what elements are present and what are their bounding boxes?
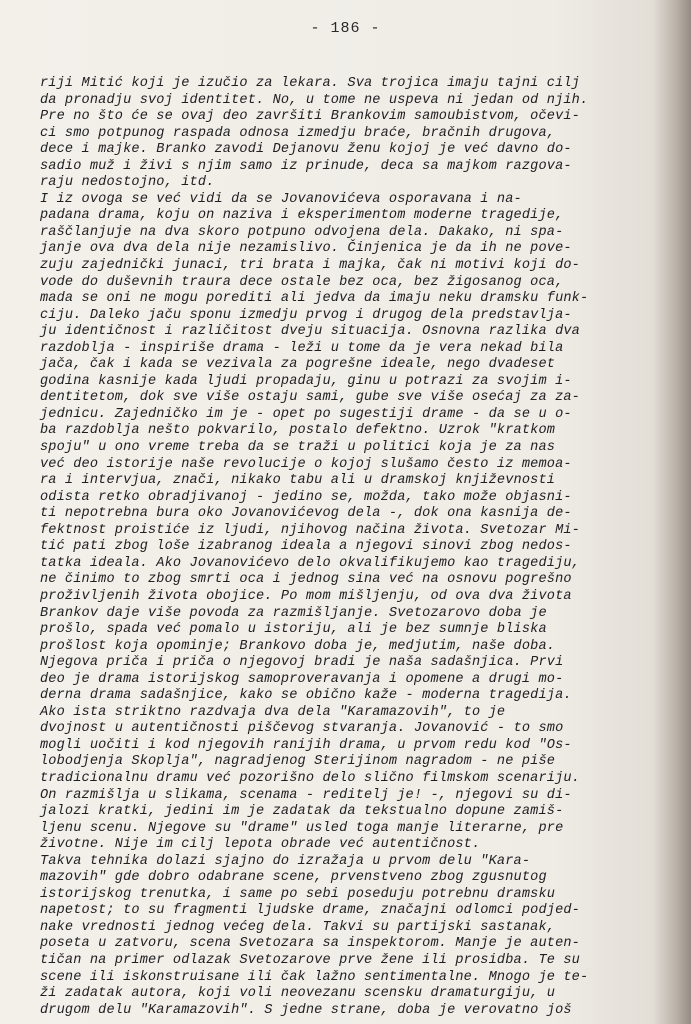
text-line: janje ova dva dela nije nezamislivo. Činjenica je da ih ne pove- <box>40 241 572 257</box>
text-line: tić pati zbog loše izabranog ideala a njegovi sinovi zbog nedos- <box>40 539 572 555</box>
text-line: dece i majke. Branko zavodi Dejanovu ženu kojoj je već davno do- <box>40 142 572 158</box>
text-line: nake vrednosti jednog većeg dela. Takvi su partijski sastanak, <box>40 919 556 935</box>
text-line: jednicu. Zajedničko im je - opet po sugestiji drame - da se u o- <box>40 406 572 422</box>
text-line: zuju zajednički junaci, tri brata i majka, čak ni motivi koji do- <box>40 258 580 274</box>
body-text <box>40 76 660 1019</box>
text-line: prošlost koja opominje; Brankovo doba je, medjutim, naše doba. <box>40 638 556 654</box>
text-line: životne. Nije im cilj lepota obrade već autentičnost. <box>40 837 481 853</box>
text-line: ju identičnost i različitost dveju situacija. Osnovna razlika dva <box>40 324 580 340</box>
text-line: mada se oni ne mogu porediti ali jedva da imaju neku dramsku funk- <box>40 291 589 307</box>
text-line: jača, čak i kada se vezivala za pogrešne ideale, nego dvadeset <box>40 357 556 373</box>
text-line: scene ili iskonstruisane ili čak lažno sentimentalne. Mnogo je te- <box>40 969 589 985</box>
text-line: vode do duševnih traura dece ostale bez oca, bez žigosanog oca, <box>40 274 564 290</box>
text-line: mazovih" gde dobro odabrane scene, prvenstveno zbog zgusnutog <box>40 870 547 886</box>
text-line: poseta u zatvoru, scena Svetozara sa inspektorom. Manje je auten- <box>40 936 580 952</box>
text-line: fektnost proistiće iz ljudi, njihovog načina života. Svetozar Mi- <box>40 522 580 538</box>
text-line: da pronadju svoj identitet. No, u tome ne uspeva ni jedan od njih. <box>40 92 589 108</box>
text-line: Pre no što će se ovaj deo završiti Brankovim samoubistvom, očevi- <box>40 109 580 125</box>
text-line: Ako ista striktno razdvaja dva dela "Karamazovih", to je <box>40 704 506 720</box>
text-line: I iz ovoga se već vidi da se Jovanovićeva osporavana i na- <box>40 191 522 207</box>
text-line: derna drama sadašnjice, kako se obično kaže - moderna tragedija. <box>40 688 572 704</box>
text-line: dentitetom, dok sve više ostaju sami, gube sve više osećaj za za- <box>40 390 580 406</box>
text-line: razdoblja - inspiriše drama - leži u tome da je vera nekad bila <box>40 340 564 356</box>
text-line: ži zadatak autora, koji voli neovezanu scensku dramaturgiju, u <box>40 986 556 1002</box>
text-line: proživljenih života obojice. Po mom mišljenju, od ova dva života <box>40 588 572 604</box>
text-line: padana drama, koju on naziva i eksperimentom moderne tragedije, <box>40 208 564 224</box>
text-line: Takva tehnika dolazi sjajno do izražaja u prvom delu "Kara- <box>40 853 531 869</box>
text-line: drugom delu "Karamazovih". S jedne strane, doba je verovatno još <box>40 1002 572 1018</box>
text-line: On razmišlja u slikama, scenama - reditelj je! -, njegovi su di- <box>40 787 572 803</box>
text-line: godina kasnije kada ljudi propadaju, ginu u potrazi za svojim i- <box>40 373 572 389</box>
text-line: prošlo, spada već pomalo u istoriju, ali je bez sumnje bliska <box>40 622 547 638</box>
text-line: već deo istorije naše revolucije o kojoj slušamo često iz memoa- <box>40 456 572 472</box>
text-line: deo je drama istorijskog samoproveravanja i opomene a drugi mo- <box>40 671 564 687</box>
text-line: raju nedostojno, itd. <box>40 175 215 191</box>
text-line: ljenu scenu. Njegove su "drame" usled toga manje literarne, pre <box>40 820 564 836</box>
text-line: ci smo potpunog raspada odnosa izmedju braće, bračnih drugova, <box>40 125 556 141</box>
text-line: ne činimo to zbog smrti oca i jednog sina već na osnovu pogrešno <box>40 572 572 588</box>
text-line: tičan na primer odlazak Svetozarove prve žene ili prosidba. Te su <box>40 952 580 968</box>
text-line: raščlanjuje na dva skoro potpuno odvojena dela. Dakako, ni spa- <box>40 224 564 240</box>
text-line: mogli uočiti i kod njegovih ranijih drama, u prvom redu kod "Os- <box>40 737 572 753</box>
text-line: Njegova priča i priča o njegovoj bradi je naša sadašnjica. Prvi <box>40 655 564 671</box>
text-line: jalozi kratki, jedini im je zadatak da tekstualno dopune zamiš- <box>40 804 564 820</box>
text-line: lobodjenja Skoplja", nagradjenog Sterijinom nagradom - ne piše <box>40 754 556 770</box>
text-line: spoju" u ono vreme treba da se traži u politici koja je za nas <box>40 440 556 456</box>
text-line: ra i intervjua, znači, nikako tabu ali u dramskoj književnosti <box>40 473 556 489</box>
text-line: napetost; to su fragmenti ljudske drame, značajni odlomci podjed- <box>40 903 580 919</box>
text-line: dvojnost u autentičnosti piščevog stvaranja. Jovanović - to smo <box>40 721 564 737</box>
text-line: tradicionalnu dramu već pozorišno delo slično filmskom scenariju. <box>40 770 580 786</box>
text-line: riji Mitić koji je izučio za lekara. Sva trojica imaju tajni cilj <box>40 76 580 91</box>
text-line: ba razdoblja nešto pokvarilo, postalo defektno. Uzrok "kratkom <box>40 423 556 439</box>
text-line: Brankov daje više povoda za razmišljanje. Svetozarovo doba je <box>40 605 547 621</box>
page-number: - 186 - <box>310 20 381 37</box>
text-line: ti nepotrebna bura oko Jovanovićevog dela -, dok ona kasnija de- <box>40 506 572 522</box>
text-line: tatka ideala. Ako Jovanovićevo delo okvalifikujemo kao tragediju, <box>40 555 580 571</box>
text-line: ciju. Daleko jaču sponu izmedju prvog i drugog dela predstavlja- <box>40 307 572 323</box>
text-line: istorijskog trenutka, i same po sebi poseduju potrebnu dramsku <box>40 886 556 902</box>
text-line: odista retko obradjivanoj - jedino se, možda, tako može objasni- <box>40 489 572 505</box>
text-line: sadio muž i živi s njim samo iz prinude, deca sa majkom razgova- <box>40 158 572 174</box>
